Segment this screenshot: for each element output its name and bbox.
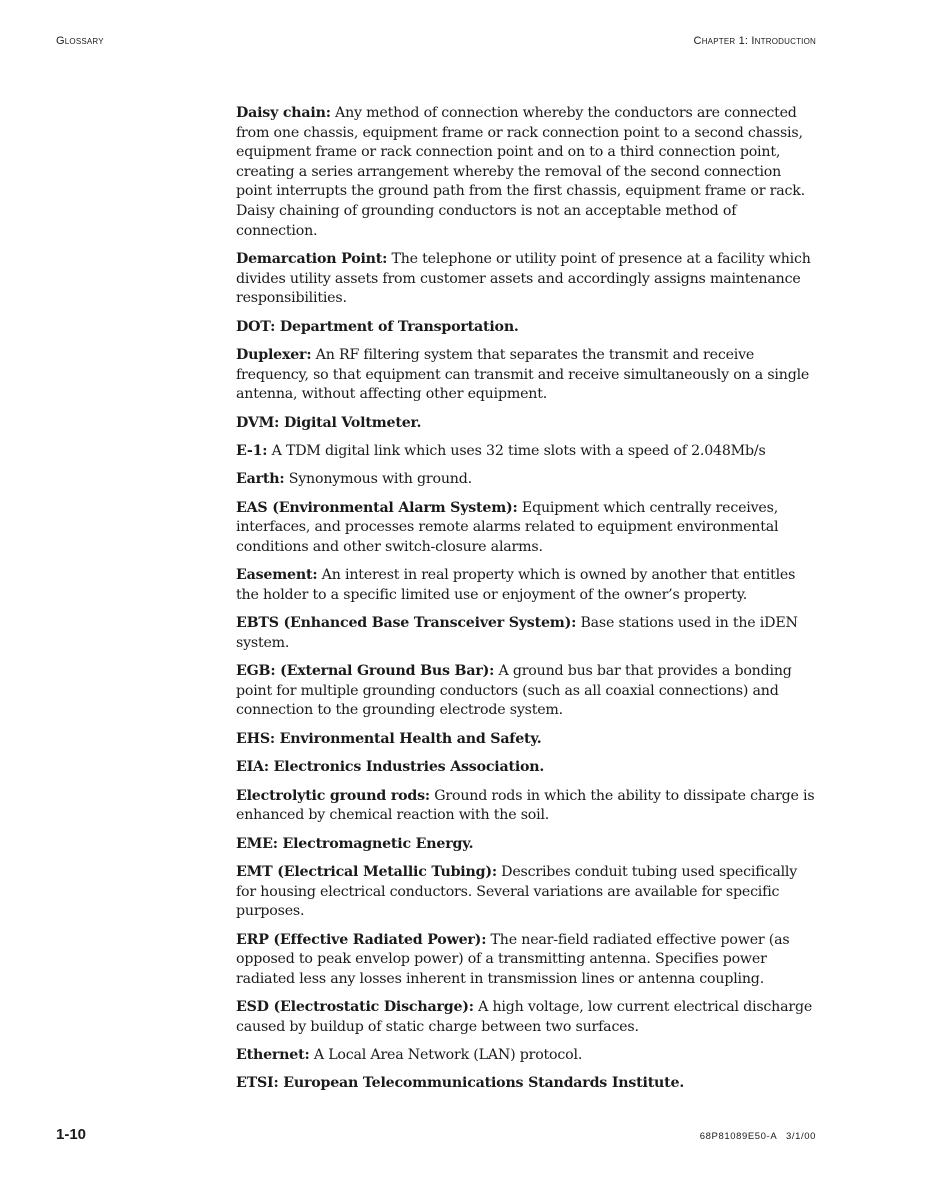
glossary-entry-e1 — [236, 442, 816, 462]
glossary-term: ESD (Electrostatic Discharge): — [236, 999, 474, 1016]
glossary-entry-daisy-chain — [236, 104, 816, 241]
document-id: 68P81089E50-A 3/1/00 — [699, 1131, 816, 1142]
glossary-definition: An RF filtering system that separates the transmit and receive frequency, so that equipment can transmit and receive simultaneously on a single antenna, without affecting other equipment. — [236, 346, 810, 403]
glossary-term: ERP (Effective Radiated Power): — [236, 931, 487, 948]
glossary-term: Easement: — [236, 567, 318, 584]
glossary-term: DOT: Department of Transportation. — [236, 318, 519, 335]
glossary-definition: A ground bus bar that provides a bonding point for multiple grounding conductors (such as all coaxial connections) and connection to the grounding electrode system. — [236, 663, 792, 719]
glossary-term: EIA: Electronics Industries Association. — [236, 759, 545, 776]
page-number: 1-10 — [56, 1126, 87, 1143]
glossary-term: EME: Electromagnetic Energy. — [236, 835, 474, 852]
glossary-term: EAS (Environmental Alarm System): — [236, 499, 518, 516]
glossary-definition: Ground rods in which the ability to dissipate charge is enhanced by chemical reaction with the soil. — [236, 787, 815, 824]
glossary-term: E-1: — [236, 442, 268, 459]
glossary-entry-ebts — [236, 614, 816, 653]
running-header-section: Glossary — [56, 35, 104, 47]
glossary-entry-dot — [236, 318, 816, 338]
glossary-entry-egb — [236, 662, 816, 721]
glossary-definition: A high voltage, low current electrical discharge caused by buildup of static charge between two surfaces. — [236, 999, 813, 1035]
glossary-entry-eia — [236, 758, 816, 778]
glossary-definition: Synonymous with ground. — [284, 471, 472, 488]
glossary-term: ETSI: European Telecommunications Standards Institute. — [236, 1075, 685, 1092]
glossary-definition: A TDM digital link which uses 32 time slots with a speed of 2.048Mb/s — [267, 442, 766, 459]
glossary-entry-dvm — [236, 414, 816, 434]
glossary-entry-demarcation-point — [236, 250, 816, 309]
glossary-term: Daisy chain: — [236, 105, 331, 121]
glossary-entry-esd — [236, 998, 816, 1037]
glossary-definition: Equipment which centrally receives, interfaces, and processes remote alarms related to equipment environmental conditions and other switch-closure alarms. — [236, 499, 779, 555]
glossary-term: EGB: (External Ground Bus Bar): — [236, 663, 495, 680]
running-header-chapter: Chapter 1: Introduction — [693, 35, 816, 47]
glossary-definition: Describes conduit tubing used specifically for housing electrical conductors. Several variations are available for specific purposes. — [236, 863, 798, 920]
glossary-term: EBTS (Enhanced Base Transceiver System): — [236, 615, 577, 632]
glossary-definition: The near-field radiated effective power (as opposed to peak envelop power) of a transmitting antenna. Specifies power radiated less any losses inherent in transmission lines or antenna coupling. — [236, 931, 790, 987]
glossary-entry-eas — [236, 499, 816, 558]
glossary-entry-easement — [236, 566, 816, 605]
glossary-term: EHS: Environmental Health and Safety. — [236, 730, 542, 747]
glossary-entry-duplexer — [236, 346, 816, 405]
glossary-entry-ehs — [236, 730, 816, 750]
glossary-term: DVM: Digital Voltmeter. — [236, 414, 422, 431]
glossary-definition: An interest in real property which is owned by another that entitles the holder to a specific limited use or enjoyment of the owner’s property. — [236, 567, 796, 603]
glossary-term: EMT (Electrical Metallic Tubing): — [236, 863, 497, 880]
glossary-definition: Base stations used in the iDEN system. — [236, 615, 798, 651]
glossary-term: Electrolytic ground rods: — [236, 787, 430, 804]
glossary-definition: A Local Area Network (LAN) protocol. — [309, 1047, 583, 1064]
glossary-entry-eme — [236, 835, 816, 855]
glossary-term: Duplexer: — [236, 346, 312, 363]
glossary-body — [236, 104, 816, 1103]
glossary-definition: Any method of connection whereby the conductors are connected from one chassis, equipment frame or rack connection point to a second chassis, equipment frame or rack connection point and on to a third connection point, creating a series arrangement whereby the removal of the second connection point interrupts the ground path from the first chassis, equipment frame or rack. Daisy chaining of grounding conductors is not an acceptable method of connection. — [236, 105, 805, 239]
glossary-entry-electrolytic-ground-rods — [236, 787, 816, 826]
glossary-entry-etsi — [236, 1074, 816, 1094]
glossary-term: Ethernet: — [236, 1047, 310, 1064]
glossary-entry-emt — [236, 863, 816, 922]
glossary-definition: The telephone or utility point of presence at a facility which divides utility assets from customer assets and accordingly assigns maintenance responsibilities. — [236, 250, 811, 307]
glossary-term: Earth: — [236, 471, 285, 488]
glossary-entry-ethernet — [236, 1046, 816, 1066]
glossary-entry-earth — [236, 470, 816, 490]
glossary-entry-erp — [236, 931, 816, 990]
glossary-term: Demarcation Point: — [236, 250, 388, 267]
